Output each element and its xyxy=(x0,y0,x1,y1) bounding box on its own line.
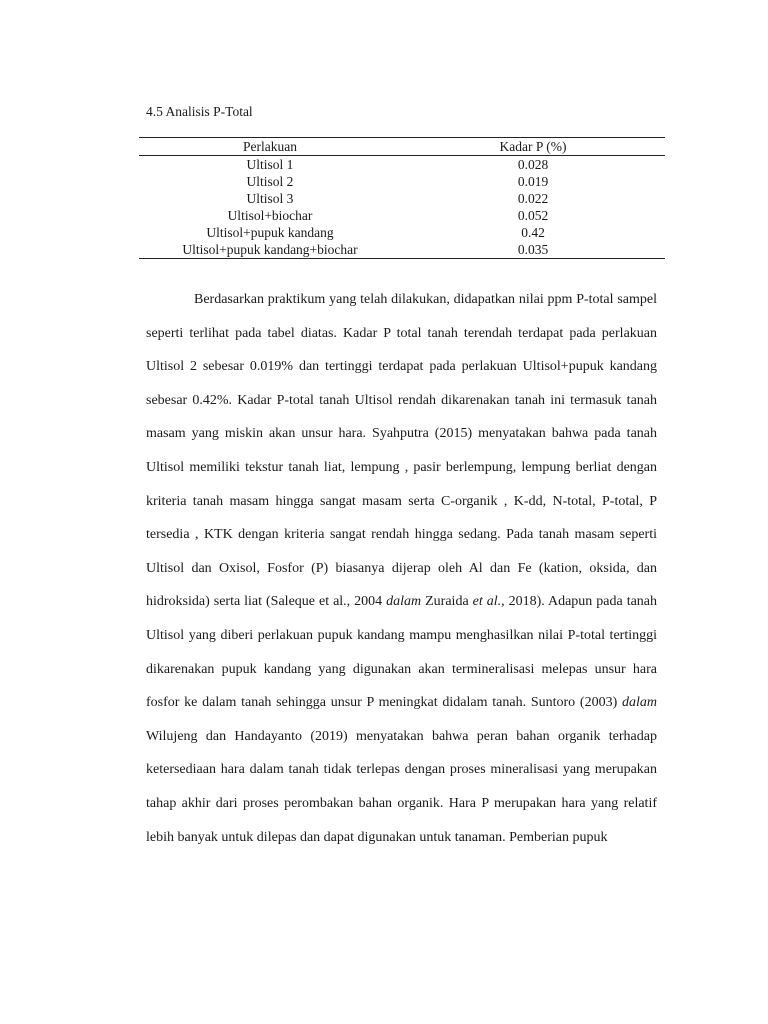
treatment-cell: Ultisol 1 xyxy=(246,156,294,172)
paragraph-text: Wilujeng dan Handayanto (2019) menyatakan bahwa peran bahan organik terhadap ketersediaan hara dalam tanah tidak terlepas dengan proses mineralisasi yang merupakan tahap akhir dari proses perombakan bahan organik. Hara P merupakan hara yang relatif lebih banyak untuk dilepas dan dapat digunakan untuk tanaman. Pemberian pupuk xyxy=(146,728,657,845)
column-header-p-content: Kadar P (%) xyxy=(401,138,665,156)
section-heading: 4.5 Analisis P-Total xyxy=(146,104,253,119)
table-header-row xyxy=(139,138,665,156)
table-row xyxy=(139,173,665,190)
paragraph-italic-term: dalam xyxy=(622,695,657,711)
treatment-cell: Ultisol+pupuk kandang xyxy=(206,224,334,240)
p-content-cell: 0.028 xyxy=(517,156,549,172)
paragraph-text: Zuraida xyxy=(421,594,473,610)
table-row xyxy=(139,241,665,259)
table-row xyxy=(139,190,665,207)
p-content-cell: 0.42 xyxy=(521,224,545,240)
table-row xyxy=(139,224,665,241)
paragraph-italic-term: dalam xyxy=(386,594,422,610)
table-row xyxy=(139,156,665,174)
paragraph-text: Berdasarkan praktikum yang telah dilakukan, didapatkan nilai ppm P-total sampel seperti terlihat pada tabel diatas. Kadar P total tanah terendah terdapat pada perlakuan Ultisol 2 sebesar 0.019% dan tertinggi terdapat pada perlakuan Ultisol+pupuk kandang sebesar 0.42%. Kadar P-total tanah Ultisol rendah dikarenakan tanah ini termasuk tanah masam yang miskin akan unsur hara. Syahputra (2015) menyatakan bahwa pada tanah Ultisol memiliki tekstur tanah liat, lempung , pasir berlempung, lempung berliat dengan kriteria tanah masam hingga sangat masam serta C-organik , K-dd, N-total, P-total, P tersedia , KTK dengan kriteria sangat rendah hingga sedang. Pada tanah masam seperti Ultisol dan Oxisol, Fosfor (P) biasanya dijerap oleh Al dan Fe (kation, oksida, dan hidroksida) serta liat (Saleque et al., 2004 xyxy=(146,292,657,610)
p-content-cell: 0.022 xyxy=(517,190,549,206)
p-content-cell: 0.035 xyxy=(401,241,665,259)
column-header-treatment: Perlakuan xyxy=(139,138,401,156)
p-total-table xyxy=(139,137,665,259)
paragraph-italic-term: et al. xyxy=(472,594,502,610)
treatment-cell: Ultisol 3 xyxy=(246,190,294,206)
treatment-cell: Ultisol+pupuk kandang+biochar xyxy=(139,241,401,259)
treatment-cell: Ultisol+biochar xyxy=(227,207,313,223)
p-content-cell: 0.019 xyxy=(517,173,549,189)
paragraph-text: , 2018). Adapun pada tanah Ultisol yang diberi perlakuan pupuk kandang mampu menghasilkan nilai P-total tertinggi dikarenakan pupuk kandang yang digunakan akan termineralisasi melepas unsur hara fosfor ke dalam tanah sehingga unsur P meningkat didalam tanah. Suntoro (2003) xyxy=(146,594,658,711)
treatment-cell: Ultisol 2 xyxy=(246,173,294,189)
table-row xyxy=(139,207,665,224)
p-content-cell: 0.052 xyxy=(517,207,549,223)
discussion-paragraph xyxy=(146,283,657,854)
